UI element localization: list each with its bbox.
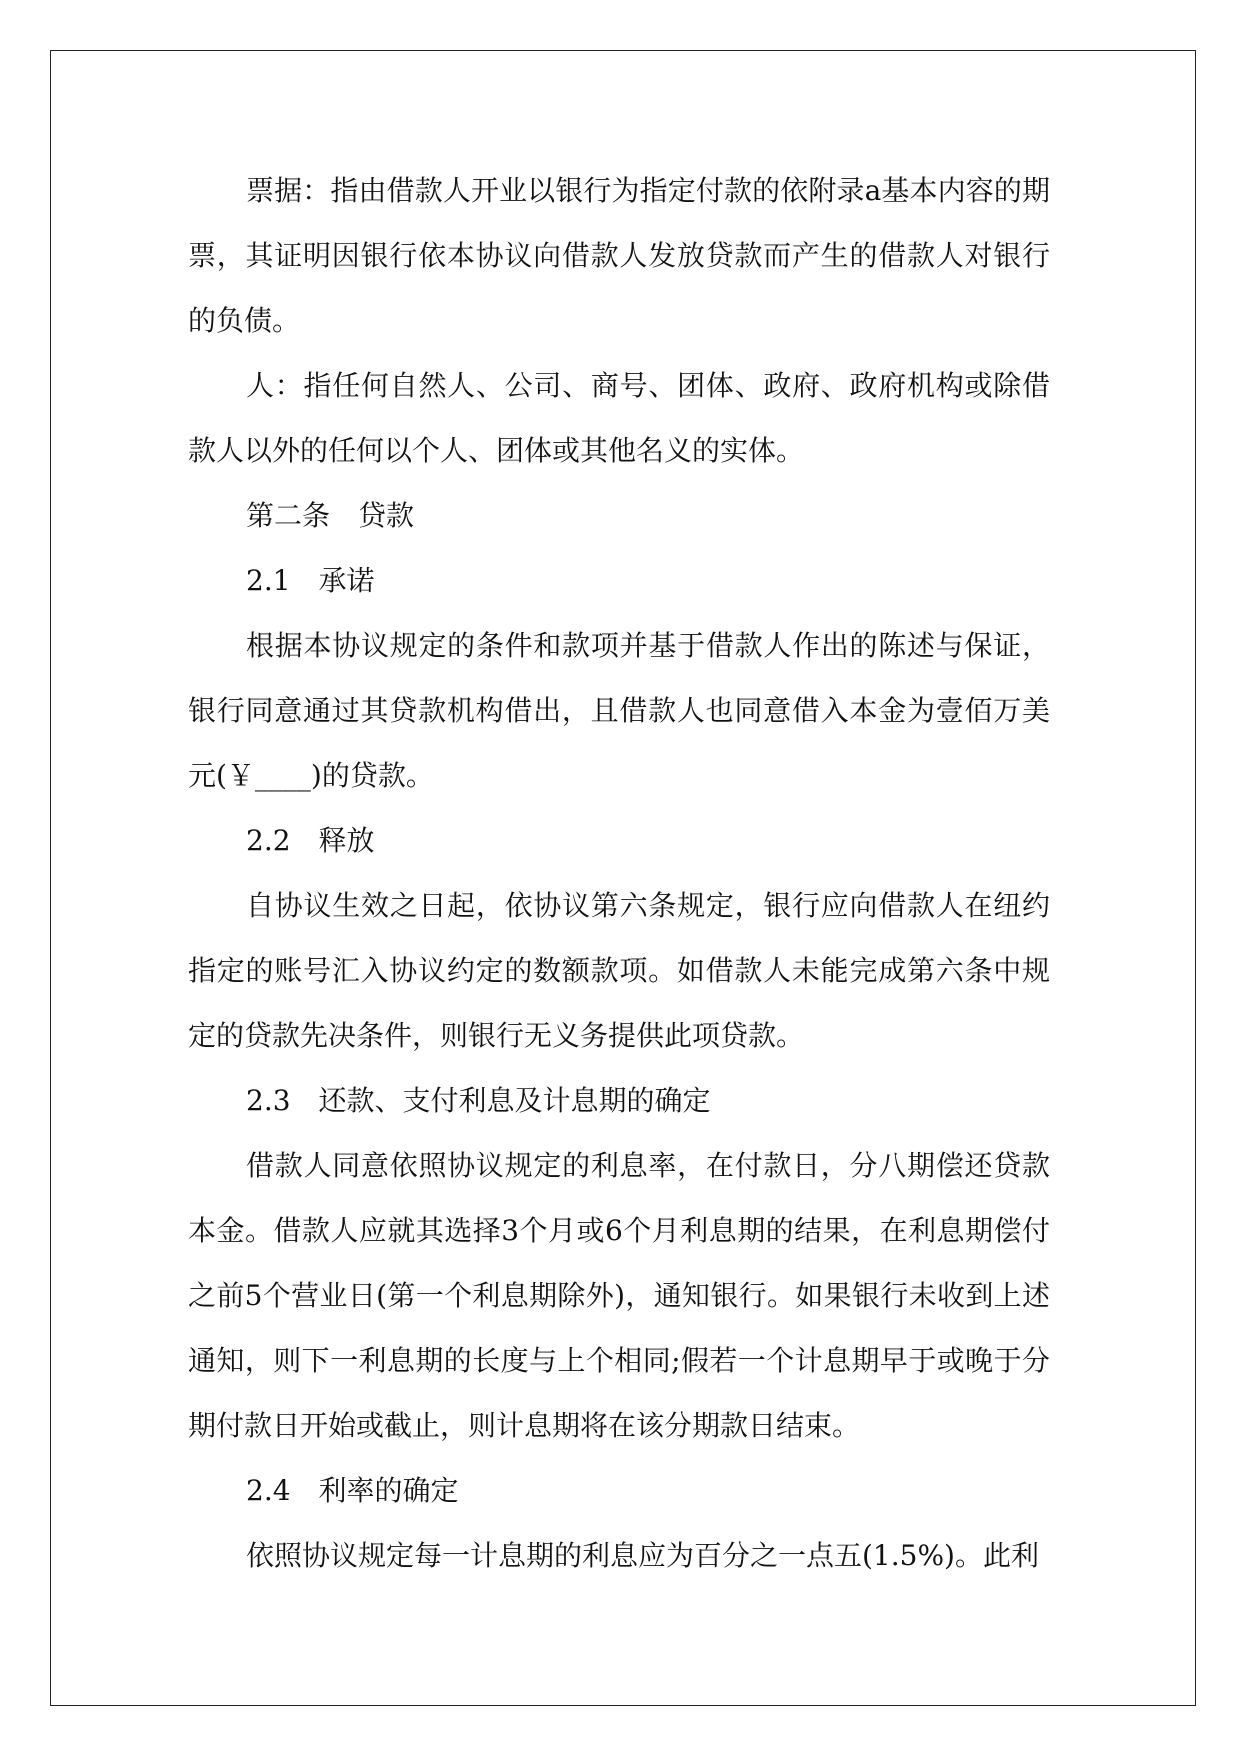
paragraph-repayment: 借款人同意依照协议规定的利息率，在付款日，分八期偿还贷款本金。借款人应就其选择3个月或6个月利息期的结果，在利息期偿付之前5个营业日(第一个利息期除外)，通知银行。如果银行未收到上述通知，则下一利息期的长度与上个相同;假若一个计息期早于或晚于分期付款日开始或截止，则计息期将在该分期款日结束。: [188, 1149, 1050, 1442]
section-2-1-heading: 2.1 承诺: [246, 564, 375, 597]
paragraph-commitment: 根据本协议规定的条件和款项并基于借款人作出的陈述与保证，银行同意通过其贷款机构借出，且借款人也同意借入本金为壹佰万美元(￥____)的贷款。: [188, 629, 1050, 792]
section-2-2-heading: 2.2 释放: [246, 824, 375, 857]
paragraph-definition-person: 人：指任何自然人、公司、商号、团体、政府、政府机构或除借款人以外的任何以个人、团体或其他名义的实体。: [188, 369, 1050, 467]
article-2-heading: 第二条 贷款: [246, 499, 415, 532]
paragraph-definition-note: 票据：指由借款人开业以银行为指定付款的依附录a基本内容的期票，其证明因银行依本协议向借款人发放贷款而产生的借款人对银行的负债。: [188, 174, 1050, 337]
paragraph-interest-rate: 依照协议规定每一计息期的利息应为百分之一点五(1.5%)。此利: [246, 1539, 1039, 1572]
document-body: [188, 158, 1050, 1588]
paragraph-release: 自协议生效之日起，依协议第六条规定，银行应向借款人在纽约指定的账号汇入协议约定的数额款项。如借款人未能完成第六条中规定的贷款先决条件，则银行无义务提供此项贷款。: [188, 889, 1050, 1052]
section-2-4-heading: 2.4 利率的确定: [246, 1474, 459, 1507]
section-2-3-heading: 2.3 还款、支付利息及计息期的确定: [246, 1084, 711, 1117]
